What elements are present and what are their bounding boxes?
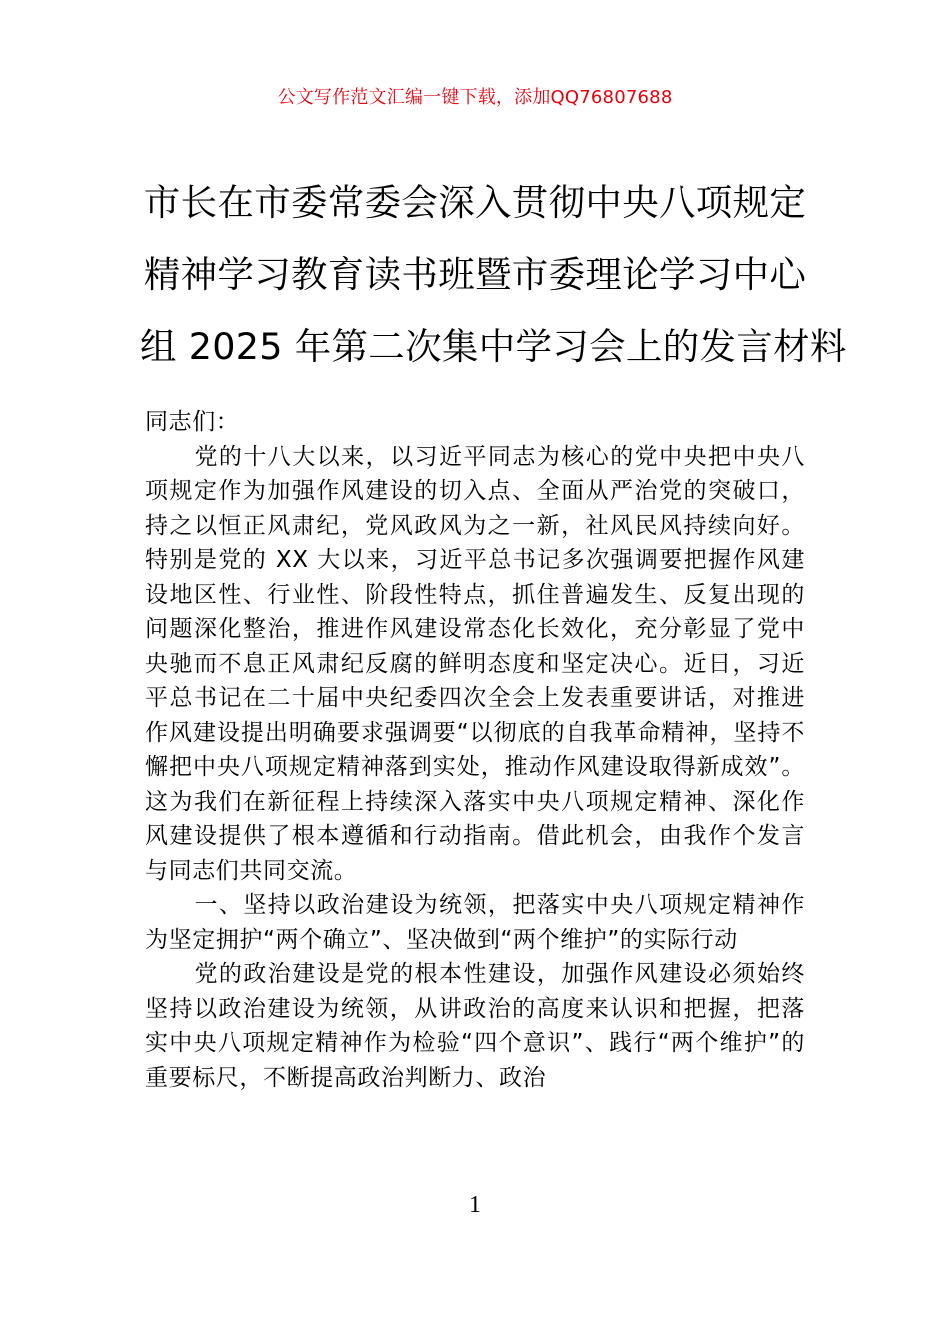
document-body [145, 405, 805, 1095]
watermark-download-notice: 公文写作范文汇编一键下载，添加QQ76807688 [277, 87, 673, 108]
body-paragraph-1: 党的十八大以来，以习近平同志为核心的党中央把中央八项规定作为加强作风建设的切入点、全面从严治党的突破口，持之以恒正风肃纪，党风政风为之一新，社风民风持续向好。特别是党的 XX 大以来，习近平总书记多次强调要把握作风建设地区性、行业性、阶段性特点，抓住普遍发生、反复出现的问题深化整治，推进作风建设常态化长效化，充分彰显了党中央驰而不息正风肃纪反腐的鲜明态度和坚定决心。近日，习近平总书记在二十届中央纪委四次全会上发表重要讲话，对推进作风建设提出明确要求强调要“以彻底的自我革命精神，坚持不懈把中央八项规定精神落到实处，推动作风建设取得新成效”。这为我们在新征程上持续深入落实中央八项规定精神、深化作风建设提供了根本遵循和行动指南。借此机会，由我作个发言与同志们共同交流。 [145, 443, 805, 884]
document-title [140, 167, 847, 383]
title-line-1: 市长在市委常委会深入贯彻中央八项规定 [143, 181, 807, 224]
section-heading-1: 一、坚持以政治建设为统领，把落实中央八项规定精神作为坚定拥护“两个确立”、坚决做到“两个维护”的实际行动 [145, 892, 805, 953]
title-line-3: 组 2025 年第二次集中学习会上的发言材料 [140, 325, 847, 368]
body-paragraph-2: 党的政治建设是党的根本性建设，加强作风建设必须始终坚持以政治建设为统领，从讲政治的高度来认识和把握，把落实中央八项规定精神作为检验“四个意识”、践行“两个维护”的重要标尺，不断提高政治判断力、政治 [145, 961, 805, 1091]
title-line-2: 精神学习教育读书班暨市委理论学习中心 [143, 253, 807, 296]
salutation: 同志们： [145, 409, 240, 435]
page-number: 1 [469, 1192, 481, 1218]
